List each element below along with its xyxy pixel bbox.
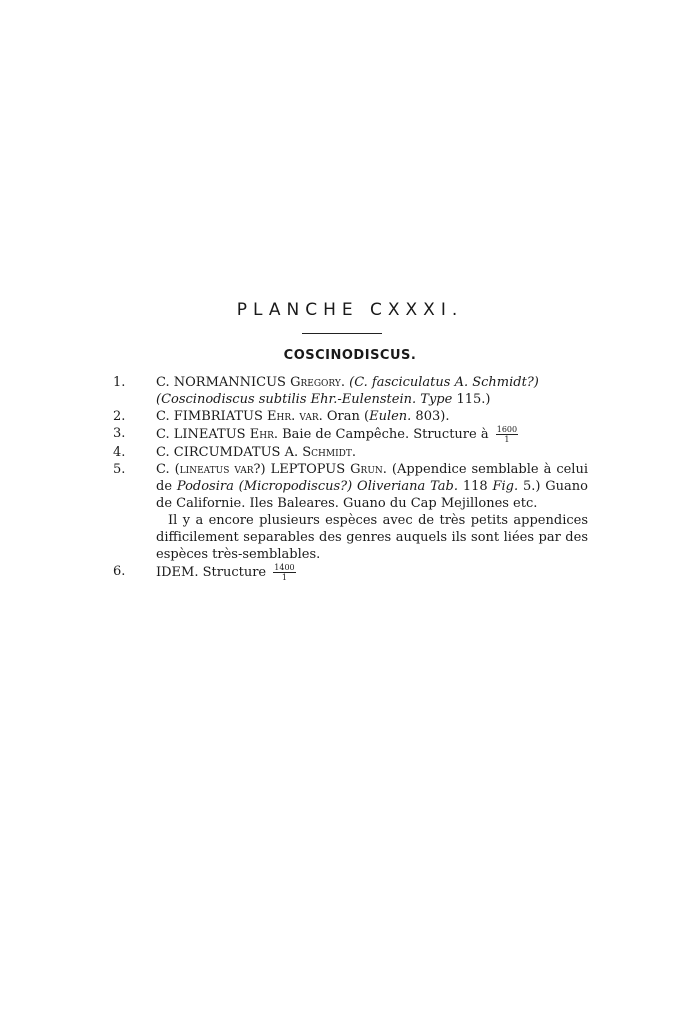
author: Gregory. — [290, 375, 345, 390]
entry-text — [156, 408, 588, 425]
synonym-ref: (Coscinodiscus subtilis Ehr.-Eulenstein. Type — [156, 392, 453, 407]
type-number: 115.) — [452, 392, 491, 407]
magnification-fraction — [496, 425, 518, 444]
entry-number: 2. — [113, 409, 126, 424]
author: Schmidt. — [302, 445, 357, 460]
species-name: C. NORMANNICUS — [156, 375, 291, 390]
author: Ehr. — [267, 409, 296, 424]
author: Ehr. — [249, 427, 278, 442]
species-name-cont: ) LEPTOPUS — [260, 462, 351, 477]
entry-number: 1. — [113, 375, 126, 390]
plate-title: PLANCHE CXXXI. — [236, 300, 464, 320]
entry-1 — [113, 374, 588, 408]
fraction-denominator: 1 — [281, 573, 287, 582]
magnification-fraction — [273, 563, 295, 582]
variety: var. — [295, 409, 323, 424]
entry-number: 6. — [113, 564, 126, 579]
related-taxon: Podosira (Micropodiscus?) Oliveriana Tab. — [176, 479, 459, 494]
entry-text — [156, 444, 588, 461]
reference-number: 803). — [411, 409, 450, 424]
entry-5 — [113, 461, 588, 563]
entry-text — [156, 563, 588, 582]
locality: Oran ( — [322, 409, 370, 424]
entry-2 — [113, 408, 588, 425]
species-name: IDEM. Structure — [156, 565, 271, 580]
fraction-denominator: 1 — [504, 435, 510, 444]
entry-text — [156, 425, 588, 444]
species-name: C. LINEATUS — [156, 427, 250, 442]
species-name: C. ( — [156, 462, 180, 477]
species-name: C. FIMBRIATUS — [156, 409, 268, 424]
entry-4 — [113, 444, 588, 461]
entry-text — [156, 461, 588, 563]
reference: Eulen. — [369, 409, 412, 424]
entry-6 — [113, 563, 588, 582]
entry-number: 3. — [113, 426, 126, 441]
author: Grun. — [350, 462, 387, 477]
fraction-numerator: 1600 — [496, 425, 518, 434]
figure-label: Fig. — [492, 479, 519, 494]
synonym: (C. fasciculatus A. Schmidt?) — [344, 375, 539, 390]
localities: 5.) Guano de Californie. Iles Baleares. Guano du Cap Mejillones etc. — [156, 479, 588, 511]
entry-note: Il y a encore plusieurs espèces avec de très petits appendices difficilement separables des genres auquels ils sont liées par des espèces très-semblables. — [156, 513, 588, 562]
variety: lineatus var? — [179, 462, 261, 477]
species-name: C. CIRCUMDATUS A. — [156, 445, 303, 460]
title-rule — [302, 333, 382, 334]
description: (Appendice semblable à celui de — [156, 462, 588, 494]
entry-text — [156, 374, 588, 408]
entry-list — [113, 374, 588, 582]
table-number: 118 — [458, 479, 493, 494]
genus-heading: COSCINODISCUS. — [283, 348, 417, 363]
fraction-numerator: 1400 — [274, 563, 295, 572]
entry-number: 4. — [113, 445, 126, 460]
entry-3 — [113, 425, 588, 444]
locality: Baie de Campêche. Structure à — [277, 427, 493, 442]
entry-number: 5. — [113, 462, 126, 477]
